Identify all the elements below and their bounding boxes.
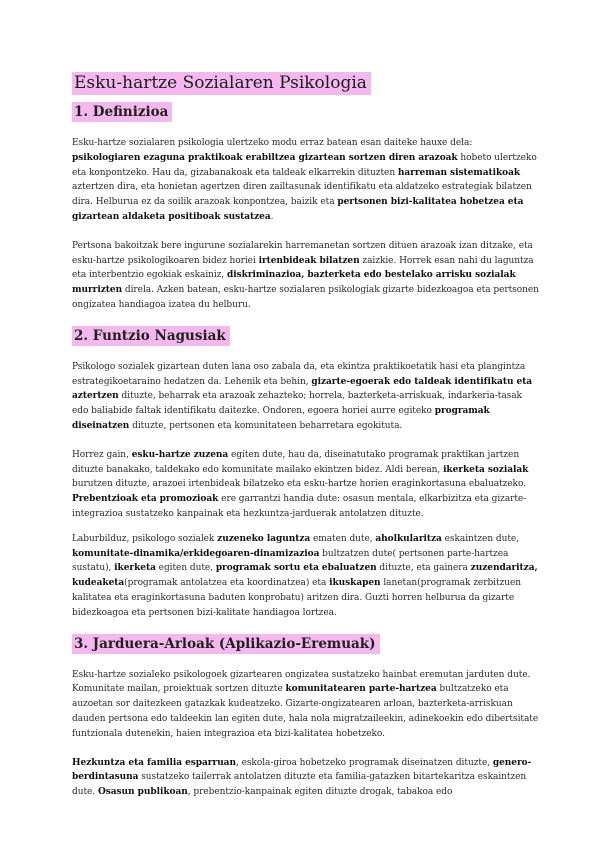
bold-text: zuzeneko laguntza	[217, 533, 311, 544]
document-title: Esku-hartze Sozialaren Psikologia	[72, 72, 371, 95]
bold-text: komunitate-dinamika/erkidegoaren-dinamizazioa	[72, 548, 320, 559]
text-run: sustatzeko tailerrak antolatzen dituzte eta familia-gatazken bitartekaritza eskaintzen dute.	[72, 772, 527, 798]
text-run: lanetan(programak zerbitzuen kalitatea eta eraginkortasuna baduten konprobatu) aritzen dira. Guzti horren helburua da gizarte bidezkoagoa eta pertsonen bizi-kalitate handiagoa lortzea.	[72, 578, 522, 618]
text-run: zaizkie. Horrek esan nahi du laguntza eta interbentzio egokiak eskainiz,	[72, 255, 534, 281]
text-run: ere garrantzi handia dute: osasun mentala, elkarbizitza eta gizarte-integrazioa sustatzeko kanpainak eta hezkuntza-jarduerak antolatzen dituzte.	[72, 494, 527, 519]
bold-text: ikerketa	[114, 563, 156, 574]
section-heading-activity-areas: 3. Jarduera-Arloak (Aplikazio-Eremuak)	[72, 634, 380, 654]
bold-text: programak diseinatzen	[72, 406, 490, 431]
section-heading-main-functions: 2. Funtzio Nagusiak	[72, 326, 230, 346]
text-run: (programak antolatzea eta koordinatzea) eta	[124, 578, 330, 589]
bold-text: programak sortu eta ebaluatzen	[215, 563, 377, 574]
section-heading-definition: 1. Definizioa	[72, 102, 172, 122]
bold-text: komunitatearen parte-hartzea	[285, 684, 437, 695]
text-run: , eskola-giroa hobetzeko programak diseinatzen dituzte,	[235, 757, 493, 768]
bold-text: diskriminazioa, bazterketa edo bestelako arrisku sozialak murrizten	[72, 270, 516, 296]
bold-text: Osasun publikoan	[97, 787, 188, 798]
bold-text: ikerketa sozialak	[443, 464, 529, 475]
bold-text: aholkularitza	[375, 533, 442, 544]
text-run: Esku-hartze sozialaren psikologia ulertzeko modu erraz batean esan daiteke hauxe dela:	[72, 138, 473, 148]
text-run: ematen dute,	[310, 533, 376, 544]
section-definition	[72, 101, 540, 313]
bold-text: gizarte-egoerak edo taldeak identifikatu eta aztertzen	[72, 376, 533, 402]
bold-text: esku-hartze zuzena	[131, 449, 229, 460]
bold-text: Prebentzioak eta promozioak	[72, 494, 219, 505]
text-run: Laburbilduz, psikologo sozialek	[72, 533, 218, 544]
text-run: hobeto ulertzeko eta konpontzeko. Hau da, gizabanakoak eta taldeak elkarrekin dituzten	[72, 152, 537, 178]
text-run: Horrez gain,	[72, 449, 132, 460]
bold-text: ikuskapen	[329, 578, 381, 589]
text-run: bultzatzen dute( pertsonen parte-hartzea sustatu),	[72, 548, 509, 574]
text-run: Esku-hartze sozialeko psikologoek gizartearen ongizatea sustatzeko hainbat eremutan jarduten dute. Komunitate mailan, proiektuak sortzen dituzte	[72, 669, 531, 695]
section-main-functions	[72, 325, 540, 621]
bold-text: genero-berdintasuna	[72, 757, 532, 783]
bold-text: Hezkuntza eta familia esparruan	[72, 757, 236, 768]
bold-text: psikologiaren ezaguna praktikoak erabiltzea gizartean sortzen diren arazoak	[72, 152, 458, 163]
bold-text: zuzendaritza, kudeaketa	[72, 563, 538, 589]
text-run: direla. Azken batean, esku-hartze sozialaren psikologiak gizarte bidezkoagoa eta pertsonen ongizatea handiagoa izatea du helburu.	[72, 285, 539, 310]
text-run: bultzatzeko eta auzoetan sor daitezkeen gatazkak kudeatzeko. Gizarte-ongizatearen arloan, bazterketa-arriskuan dauden pertsona edo taldeekin lan egiten dute, hala nola migratzaileekin, adinekoekin edo dibertsitate funtzionala dutenekin, haien integrazioa eta bizi-kalitatea hobetzeko.	[72, 684, 539, 739]
section-activity-areas	[72, 633, 540, 800]
text-run: dituzte, pertsonen eta komunitateen beharretara egokituta.	[129, 420, 403, 431]
paragraph	[72, 136, 540, 225]
text-run: aztertzen dira, eta honietan agertzen diren zailtasunak identifikatu eta aldatzeko estrategiak bilatzen dira. Helburua ez da soilik arazoak konpontzea, baizik eta	[72, 182, 532, 208]
paragraph	[72, 668, 540, 742]
text-run: Psikologo sozialek gizartean duten lana oso zabala da, eta ekintza praktikoetatik hasi eta plangintza estrategikoetaraino hedatzen da. Lehenik eta behin,	[72, 361, 526, 387]
text-run: burutzen dituzte, arazoei irtenbideak bilatzeko eta esku-hartze horien eraginkortasuna ebaluatzeko.	[72, 479, 526, 490]
text-run: , prebentzio-kanpainak egiten dituzte drogak, tabakoa edo	[187, 787, 453, 798]
text-run: Pertsona bakoitzak bere ingurune sozialarekin harremanetan sortzen dituen arazoak izan ditzake, eta esku-hartze psikologikoaren bidez horiei	[72, 240, 533, 266]
bold-text: irtenbideak bilatzen	[258, 255, 360, 266]
paragraph	[72, 360, 540, 434]
bold-text: pertsonen bizi-kalitatea hobetzea eta gizartean aldaketa positiboak sustatzea	[72, 197, 524, 222]
text-run: eskaintzen dute,	[441, 533, 519, 544]
bold-text: harreman sistematikoak	[397, 167, 521, 178]
text-run: egiten dute, hau da, diseinatutako programak praktikan jartzen dituzte banakako, taldekako edo komunitate mailako ekintzen bidez. Aldi berean,	[72, 449, 520, 475]
paragraph	[72, 448, 540, 522]
text-run: .	[270, 211, 274, 222]
text-run: dituzte, eta gainera	[376, 563, 471, 574]
paragraph	[72, 532, 540, 621]
paragraph	[72, 239, 540, 313]
text-run: egiten dute,	[155, 563, 216, 574]
text-run: dituzte, beharrak eta arazoak zehazteko; horrela, bazterketa-arriskuak, indarkeria-tasak edo baliabide faltak identifikatu daitezke. Ondoren, egoera horiei aurre egiteko	[72, 391, 522, 417]
paragraph	[72, 756, 540, 800]
